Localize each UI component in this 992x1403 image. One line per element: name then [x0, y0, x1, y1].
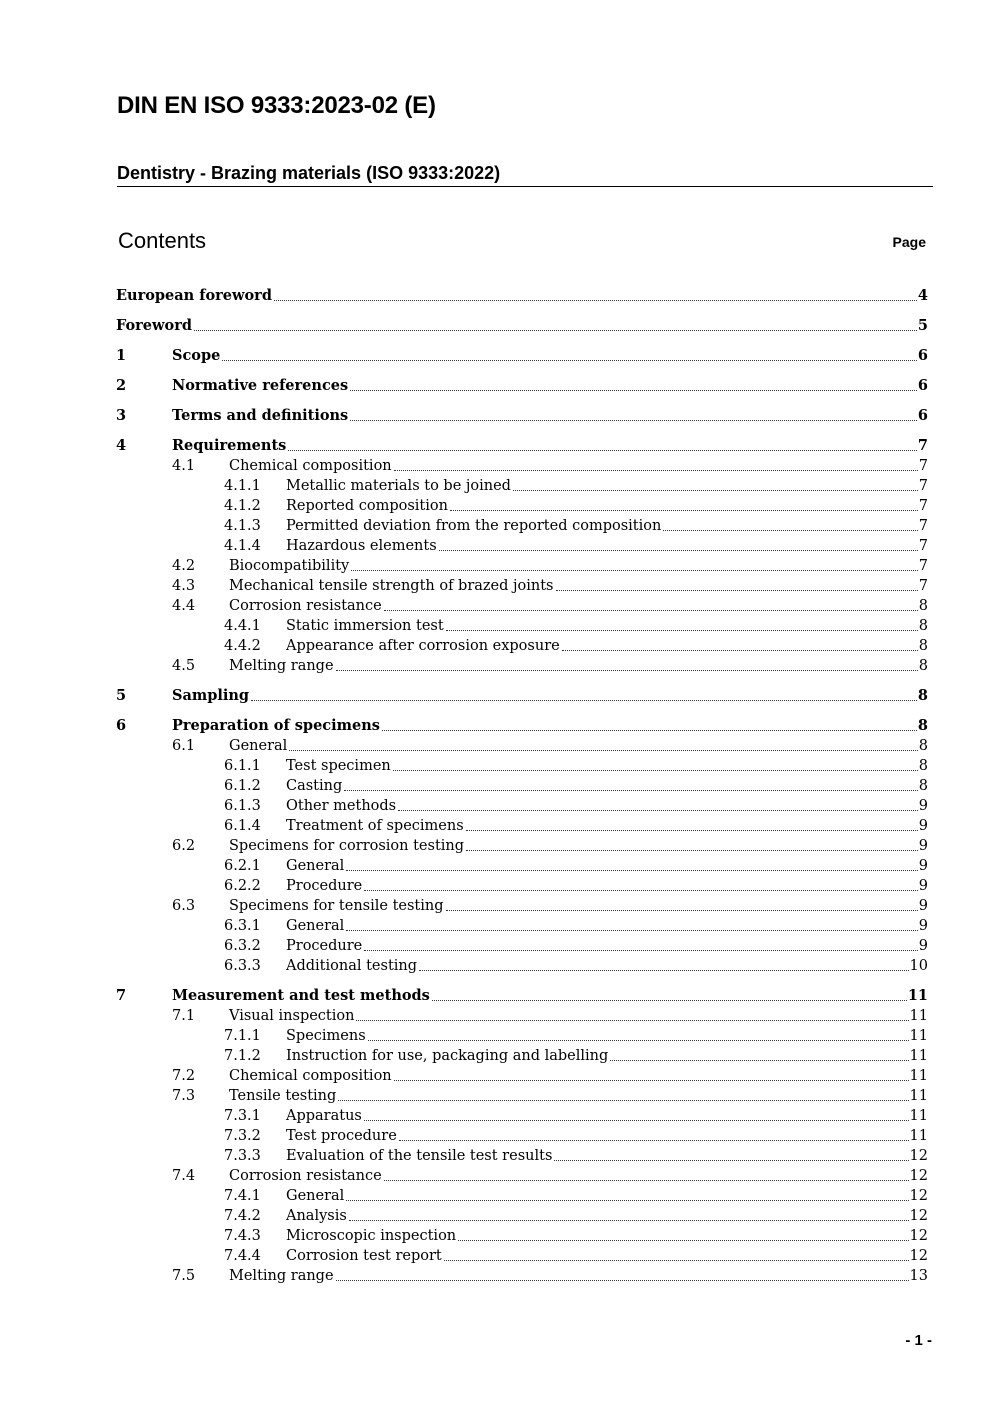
toc-entry[interactable]: [116, 616, 928, 636]
toc-entry-number: 6: [116, 717, 127, 734]
toc-entry-title: Casting: [286, 778, 343, 794]
toc-entry[interactable]: [116, 1086, 928, 1106]
toc-entry[interactable]: [116, 456, 928, 476]
dot-leader: [394, 470, 918, 471]
toc-entry-page: 11: [909, 1048, 928, 1064]
toc-entry[interactable]: [116, 476, 928, 496]
dot-leader: [432, 1000, 907, 1001]
toc-entry-number: 5: [116, 687, 127, 704]
dot-leader: [384, 610, 918, 611]
toc-entry-number: 7.1.1: [224, 1028, 261, 1044]
toc-entry-page: 7: [918, 558, 928, 574]
dot-leader: [368, 1040, 909, 1041]
toc-entry-page: 11: [909, 1028, 928, 1044]
toc-entry-title: General: [286, 1188, 345, 1204]
toc-entry-number: 6.3.2: [224, 938, 261, 954]
dot-leader: [356, 1020, 908, 1021]
toc-entry[interactable]: [116, 1226, 928, 1246]
toc-entry-number: 4.5: [172, 658, 196, 674]
toc-entry-title: Preparation of specimens: [172, 717, 380, 734]
dot-leader: [439, 550, 918, 551]
toc-entry-number: 6.1: [172, 738, 196, 754]
toc-entry-title: Requirements: [172, 437, 287, 454]
dot-leader: [222, 360, 917, 361]
toc-entry[interactable]: [116, 796, 928, 816]
toc-entry-number: 4.4.2: [224, 638, 261, 654]
dot-leader: [446, 630, 918, 631]
toc-entry[interactable]: [116, 686, 928, 706]
toc-entry-title: Additional testing: [286, 958, 418, 974]
toc-entry-page: 9: [918, 858, 928, 874]
toc-entry[interactable]: [116, 816, 928, 836]
toc-entry-title: General: [229, 738, 288, 754]
dot-leader: [350, 420, 917, 421]
toc-entry-page: 9: [918, 818, 928, 834]
toc-entry-number: 2: [116, 377, 127, 394]
toc-entry-title: General: [286, 858, 345, 874]
toc-entry-page: 12: [909, 1168, 928, 1184]
dot-leader: [444, 1260, 909, 1261]
toc-entry-title: Melting range: [229, 658, 334, 674]
toc-entry[interactable]: [116, 1186, 928, 1206]
toc-entry-page: 7: [918, 498, 928, 514]
dot-leader: [350, 390, 917, 391]
dot-leader: [554, 1160, 908, 1161]
toc-entry-number: 1: [116, 347, 127, 364]
toc-entry[interactable]: [116, 936, 928, 956]
toc-entry-number: 6.2: [172, 838, 196, 854]
toc-entry-page: 7: [918, 518, 928, 534]
toc-entry-page: 12: [909, 1248, 928, 1264]
contents-heading: Contents: [118, 228, 207, 253]
dot-leader: [384, 1180, 909, 1181]
toc-entry-page: 12: [909, 1228, 928, 1244]
toc-entry-page: 7: [918, 478, 928, 494]
dot-leader: [450, 510, 918, 511]
toc-entry-page: 8: [918, 738, 928, 754]
dot-leader: [336, 1280, 909, 1281]
toc-entry[interactable]: [116, 896, 928, 916]
toc-entry-title: Chemical composition: [229, 1068, 392, 1084]
page-number: - 1 -: [905, 1332, 932, 1349]
toc-entry-title: Metallic materials to be joined: [286, 478, 511, 494]
toc-entry-title: Test procedure: [286, 1128, 397, 1144]
dot-leader: [351, 570, 918, 571]
toc-entry-number: 7.4.1: [224, 1188, 261, 1204]
toc-entry-number: 7: [116, 987, 127, 1004]
toc-entry-page: 9: [918, 878, 928, 894]
toc-entry-number: 6.2.2: [224, 878, 261, 894]
toc-entry-page: 6: [917, 377, 928, 394]
toc-entry[interactable]: [116, 496, 928, 516]
toc-entry-page: 10: [909, 958, 928, 974]
dot-leader: [338, 1100, 908, 1101]
toc-entry[interactable]: [116, 916, 928, 936]
toc-entry-page: 9: [918, 838, 928, 854]
toc-entry-number: 4.1: [172, 458, 196, 474]
toc-entry-title: Other methods: [286, 798, 397, 814]
toc-entry-number: 6.1.2: [224, 778, 261, 794]
toc-entry-number: 6.3: [172, 898, 196, 914]
toc-entry-title: Normative references: [172, 377, 349, 394]
toc-entry-title: Treatment of specimens: [286, 818, 464, 834]
table-of-contents: [116, 286, 928, 1286]
toc-entry-number: 4.2: [172, 558, 196, 574]
toc-entry-title: Appearance after corrosion exposure: [286, 638, 560, 654]
toc-entry-title: Microscopic inspection: [286, 1228, 457, 1244]
dot-leader: [556, 590, 918, 591]
toc-entry-title: Visual inspection: [229, 1008, 355, 1024]
toc-entry-title: Mechanical tensile strength of brazed joints: [229, 578, 554, 594]
dot-leader: [364, 890, 918, 891]
toc-entry-page: 7: [917, 437, 928, 454]
toc-entry-page: 11: [907, 987, 928, 1004]
toc-entry[interactable]: [116, 986, 928, 1006]
toc-entry-page: 12: [909, 1208, 928, 1224]
toc-entry[interactable]: [116, 1026, 928, 1046]
dot-leader: [663, 530, 917, 531]
dot-leader: [349, 1220, 909, 1221]
toc-entry-page: 12: [909, 1148, 928, 1164]
toc-entry-title: Foreword: [116, 317, 192, 334]
toc-entry-title: Specimens: [286, 1028, 366, 1044]
toc-entry[interactable]: [116, 556, 928, 576]
toc-entry-title: Procedure: [286, 878, 363, 894]
toc-entry-number: 7.3: [172, 1088, 196, 1104]
toc-entry[interactable]: [116, 1206, 928, 1226]
toc-entry[interactable]: [116, 346, 928, 366]
toc-entry[interactable]: [116, 536, 928, 556]
toc-entry-number: 7.3.3: [224, 1148, 261, 1164]
toc-entry-number: 4.1.2: [224, 498, 261, 514]
toc-entry-number: 4.1.1: [224, 478, 261, 494]
toc-entry-page: 8: [917, 717, 928, 734]
toc-entry-number: 7.4.2: [224, 1208, 261, 1224]
dot-leader: [251, 700, 917, 701]
toc-entry-number: 4.1.4: [224, 538, 261, 554]
toc-entry[interactable]: [116, 876, 928, 896]
toc-entry-page: 13: [909, 1268, 928, 1284]
toc-entry-page: 11: [909, 1068, 928, 1084]
toc-entry-title: Permitted deviation from the reported composition: [286, 518, 662, 534]
toc-entry-title: Terms and definitions: [172, 407, 349, 424]
toc-entry-title: Hazardous elements: [286, 538, 437, 554]
toc-entry[interactable]: [116, 316, 928, 336]
toc-entry-page: 6: [917, 407, 928, 424]
toc-entry[interactable]: [116, 956, 928, 976]
dot-leader: [393, 770, 918, 771]
toc-entry-number: 6.2.1: [224, 858, 261, 874]
toc-entry[interactable]: [116, 776, 928, 796]
toc-entry-title: Evaluation of the tensile test results: [286, 1148, 553, 1164]
toc-entry[interactable]: [116, 376, 928, 396]
dot-leader: [289, 750, 917, 751]
dot-leader: [346, 1200, 908, 1201]
dot-leader: [346, 870, 917, 871]
dot-leader: [466, 830, 918, 831]
toc-entry[interactable]: [116, 756, 928, 776]
toc-entry-number: 7.1: [172, 1008, 196, 1024]
dot-leader: [344, 790, 918, 791]
toc-entry[interactable]: [116, 286, 928, 306]
toc-entry-page: 4: [917, 287, 928, 304]
toc-entry-title: Static immersion test: [286, 618, 444, 634]
toc-entry-number: 7.3.1: [224, 1108, 261, 1124]
dot-leader: [398, 810, 918, 811]
toc-entry-number: 4.3: [172, 578, 196, 594]
toc-entry-page: 7: [918, 458, 928, 474]
toc-entry[interactable]: [116, 1106, 928, 1126]
dot-leader: [399, 1140, 909, 1141]
toc-entry-title: Specimens for corrosion testing: [229, 838, 465, 854]
toc-entry-title: Measurement and test methods: [172, 987, 430, 1004]
dot-leader: [446, 910, 918, 911]
toc-entry-title: Corrosion resistance: [229, 1168, 382, 1184]
toc-entry-title: Biocompatibility: [229, 558, 350, 574]
toc-entry-number: 3: [116, 407, 127, 424]
toc-entry-number: 4.1.3: [224, 518, 261, 534]
toc-entry-page: 8: [918, 758, 928, 774]
toc-entry-page: 11: [909, 1088, 928, 1104]
toc-entry[interactable]: [116, 856, 928, 876]
toc-entry-page: 7: [918, 578, 928, 594]
toc-entry-title: General: [286, 918, 345, 934]
toc-entry-page: 12: [909, 1188, 928, 1204]
toc-entry-page: 11: [909, 1128, 928, 1144]
toc-entry[interactable]: [116, 1046, 928, 1066]
toc-entry-page: 6: [917, 347, 928, 364]
dot-leader: [562, 650, 918, 651]
page-column-heading: Page: [892, 234, 926, 250]
toc-entry[interactable]: [116, 406, 928, 426]
toc-entry[interactable]: [116, 1166, 928, 1186]
toc-entry-page: 9: [918, 898, 928, 914]
toc-entry-title: Analysis: [286, 1208, 347, 1224]
toc-entry-title: Corrosion resistance: [229, 598, 382, 614]
dot-leader: [346, 930, 917, 931]
toc-entry-title: Test specimen: [286, 758, 391, 774]
toc-entry-number: 7.3.2: [224, 1128, 261, 1144]
toc-entry-page: 7: [918, 538, 928, 554]
toc-entry-title: Instruction for use, packaging and labelling: [286, 1048, 609, 1064]
toc-entry-title: Chemical composition: [229, 458, 392, 474]
toc-entry-number: 7.4: [172, 1168, 196, 1184]
toc-entry[interactable]: [116, 516, 928, 536]
toc-entry-page: 8: [918, 638, 928, 654]
toc-entry-title: Tensile testing: [229, 1088, 337, 1104]
toc-entry-number: 7.5: [172, 1268, 196, 1284]
toc-entry-number: 7.2: [172, 1068, 196, 1084]
toc-entry-title: European foreword: [116, 287, 272, 304]
toc-entry-title: Melting range: [229, 1268, 334, 1284]
toc-entry-title: Specimens for tensile testing: [229, 898, 444, 914]
dot-leader: [364, 950, 918, 951]
toc-entry-title: Corrosion test report: [286, 1248, 442, 1264]
toc-entry-page: 8: [918, 658, 928, 674]
toc-entry-number: 7.4.3: [224, 1228, 261, 1244]
toc-entry-page: 8: [918, 778, 928, 794]
toc-entry[interactable]: [116, 596, 928, 616]
toc-entry-page: 8: [918, 598, 928, 614]
dot-leader: [382, 730, 917, 731]
dot-leader: [194, 330, 917, 331]
toc-entry-page: 9: [918, 938, 928, 954]
toc-entry-title: Sampling: [172, 687, 250, 704]
dot-leader: [336, 670, 918, 671]
toc-entry-title: Scope: [172, 347, 221, 364]
dot-leader: [364, 1120, 909, 1121]
toc-entry-number: 6.1.1: [224, 758, 261, 774]
toc-entry[interactable]: [116, 836, 928, 856]
dot-leader: [274, 300, 917, 301]
toc-entry-number: 4: [116, 437, 127, 454]
dot-leader: [466, 850, 918, 851]
toc-entry-page: 11: [909, 1108, 928, 1124]
toc-entry[interactable]: [116, 1266, 928, 1286]
dot-leader: [288, 450, 917, 451]
toc-entry-number: 4.4.1: [224, 618, 261, 634]
dot-leader: [610, 1060, 908, 1061]
toc-entry-page: 5: [917, 317, 928, 334]
toc-entry[interactable]: [116, 736, 928, 756]
dot-leader: [513, 490, 918, 491]
dot-leader: [458, 1240, 908, 1241]
toc-entry-title: Reported composition: [286, 498, 448, 514]
toc-entry-number: 6.1.4: [224, 818, 261, 834]
toc-entry-page: 8: [917, 687, 928, 704]
toc-entry-page: 8: [918, 618, 928, 634]
toc-entry[interactable]: [116, 1126, 928, 1146]
toc-entry[interactable]: [116, 1066, 928, 1086]
toc-entry[interactable]: [116, 1146, 928, 1166]
toc-entry-title: Apparatus: [286, 1108, 362, 1124]
toc-entry-number: 6.1.3: [224, 798, 261, 814]
toc-entry[interactable]: [116, 1246, 928, 1266]
toc-entry-page: 9: [918, 918, 928, 934]
document-title: DIN EN ISO 9333:2023-02 (E): [117, 92, 436, 119]
toc-entry-title: Procedure: [286, 938, 363, 954]
dot-leader: [394, 1080, 909, 1081]
toc-entry[interactable]: [116, 656, 928, 676]
toc-entry[interactable]: [116, 636, 928, 656]
toc-entry-number: 6.3.1: [224, 918, 261, 934]
toc-entry-number: 4.4: [172, 598, 196, 614]
toc-entry-page: 9: [918, 798, 928, 814]
dot-leader: [419, 970, 909, 971]
toc-entry-number: 7.1.2: [224, 1048, 261, 1064]
toc-entry-number: 7.4.4: [224, 1248, 261, 1264]
toc-entry[interactable]: [116, 1006, 928, 1026]
document-subtitle: Dentistry - Brazing materials (ISO 9333:2022): [117, 163, 933, 187]
toc-entry-page: 11: [909, 1008, 928, 1024]
toc-entry[interactable]: [116, 576, 928, 596]
toc-entry[interactable]: [116, 436, 928, 456]
toc-entry[interactable]: [116, 716, 928, 736]
toc-entry-number: 6.3.3: [224, 958, 261, 974]
